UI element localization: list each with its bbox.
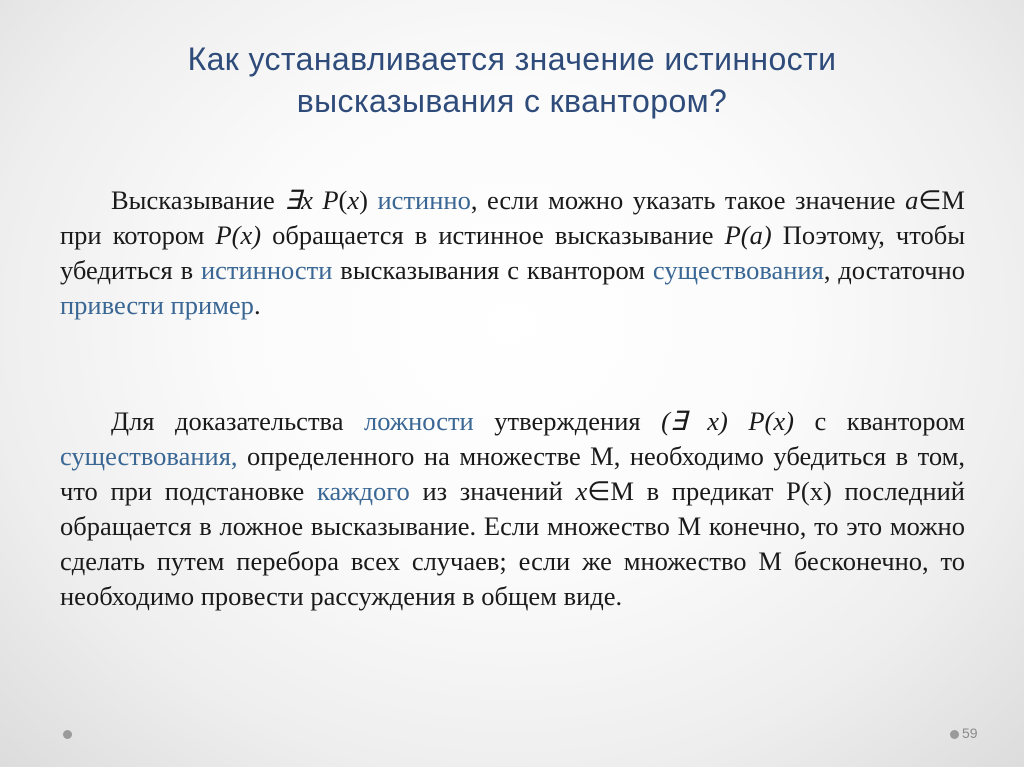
formula-var-x: x	[347, 185, 360, 215]
formula-var-a: a	[905, 185, 919, 215]
text-span: Поэтому, чтобы убедиться в	[60, 220, 966, 285]
highlight-falsity: ложности	[363, 406, 474, 436]
title-line-2: высказывания с квантором?	[296, 83, 728, 119]
formula-p-of-a: P(a)	[724, 220, 772, 250]
bullet-dot-left	[63, 730, 72, 739]
text-span: определенного на множестве М, необходимо убедиться в том, что при подстановке	[60, 441, 965, 506]
bullet-dot-right	[950, 730, 959, 739]
text-span: Высказывание	[111, 185, 285, 215]
text-span: .	[253, 290, 261, 320]
text-span: (	[338, 185, 348, 215]
slide-title	[60, 38, 964, 122]
formula-p-of-x: P(x)	[215, 220, 262, 250]
formula-var-x: x	[575, 476, 588, 506]
highlight-true: истинно	[377, 185, 471, 215]
text-span: утверждения	[473, 406, 662, 436]
text-span: ∈М в предикат Р(х) последний обращается в ложное высказывание. Если множество М конечно, то это можно сделать путем перебора всех случаев; если же множество М бесконечно, то необходимо провести рассуждения в общем виде.	[60, 476, 965, 611]
highlight-give-example: привести пример	[60, 290, 254, 320]
highlight-existence: существования,	[60, 441, 238, 471]
text-span: с квантором	[793, 406, 965, 436]
highlight-each: каждого	[317, 476, 410, 506]
paragraph-existence-truth	[60, 183, 965, 323]
title-line-1: Как устанавливается значение истинности	[187, 41, 837, 77]
text-span: из значений	[409, 476, 576, 506]
formula-exists-x-p-of-x: (∃ x) P(x)	[661, 406, 794, 436]
text-span: обращается в истинное высказывание	[261, 220, 725, 250]
text-span: ∈М при котором	[60, 185, 965, 250]
highlight-truth: истинности	[200, 255, 333, 285]
highlight-existence: существования	[652, 255, 824, 285]
text-span: Для доказательства	[111, 406, 364, 436]
formula-exists-x-p: ∃x P	[284, 185, 339, 215]
text-span: высказывания с квантором	[332, 255, 653, 285]
text-span: )	[359, 185, 378, 215]
text-span: , если можно указать такое значение	[470, 185, 906, 215]
paragraph-existence-falsity	[60, 404, 965, 614]
text-span: , достаточно	[823, 255, 965, 285]
page-number: 59	[962, 725, 978, 741]
